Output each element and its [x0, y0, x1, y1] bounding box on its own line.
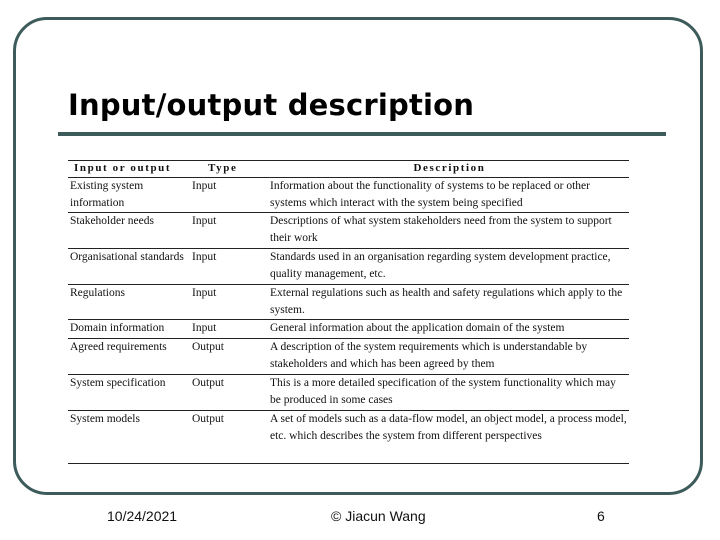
row-name: Existing system information [70, 180, 144, 209]
table-row [68, 285, 629, 320]
row-description: Descriptions of what system stakeholders need from the system to support their work [270, 215, 612, 244]
row-type: Input [192, 287, 217, 299]
header-input-or-output: Input or output [74, 162, 172, 174]
row-description: Standards used in an organisation regarding system development practice, quality management, etc. [270, 251, 611, 280]
footer-author: © Jiacun Wang [331, 508, 426, 524]
table-row [68, 213, 629, 249]
title-underline [58, 132, 666, 136]
io-table [68, 160, 629, 464]
row-description: A description of the system requirements which is understandable by stakeholders and which has been agreed by them [270, 341, 588, 370]
table-row [68, 411, 629, 464]
table-row [68, 375, 629, 411]
header-description: Description [413, 162, 486, 174]
row-name: Stakeholder needs [70, 215, 154, 227]
row-name: Domain information [70, 322, 165, 334]
slide-title: Input/output description [68, 88, 475, 122]
row-type: Output [192, 377, 224, 389]
page-number: 6 [597, 508, 605, 524]
row-name: System specification [70, 377, 166, 389]
row-name: Agreed requirements [70, 341, 167, 353]
row-description: This is a more detailed specification of the system functionality which may be produced in some cases [270, 377, 616, 406]
table-row [68, 178, 629, 213]
table-header-row [68, 160, 629, 178]
table-row [68, 320, 629, 339]
row-type: Output [192, 413, 224, 425]
row-type: Input [192, 322, 217, 334]
row-type: Input [192, 180, 217, 192]
row-description: A set of models such as a data-flow model, an object model, a process model, etc. which describes the system from different perspectives [270, 413, 627, 442]
header-type: Type [208, 162, 238, 174]
row-description: Information about the functionality of systems to be replaced or other systems which interact with the system being specified [270, 180, 590, 209]
table-row [68, 339, 629, 375]
row-description: General information about the application domain of the system [270, 322, 565, 334]
row-description: External regulations such as health and safety regulations which apply to the system. [270, 287, 623, 316]
footer-date: 10/24/2021 [107, 508, 178, 524]
row-type: Input [192, 215, 217, 227]
row-type: Output [192, 341, 224, 353]
row-name: Organisational standards [70, 251, 184, 263]
row-type: Input [192, 251, 217, 263]
table-row [68, 249, 629, 285]
row-name: System models [70, 413, 140, 425]
row-name: Regulations [70, 287, 125, 299]
